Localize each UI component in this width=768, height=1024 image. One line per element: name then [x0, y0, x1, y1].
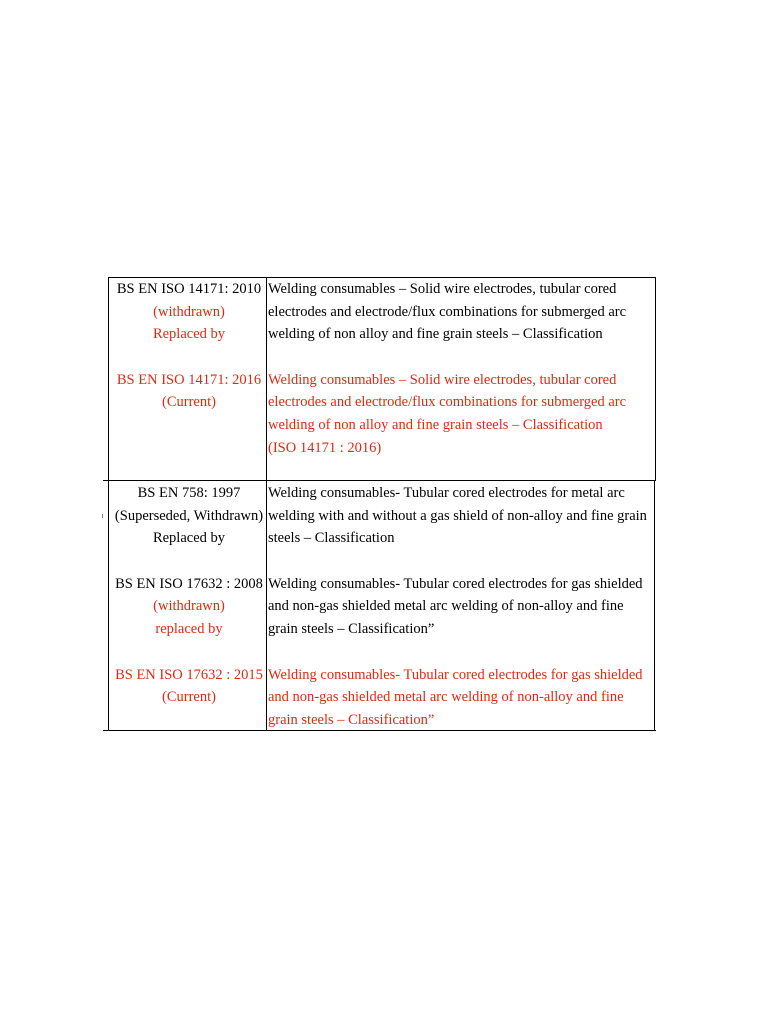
standard-line: (Current)	[162, 689, 216, 706]
standard-line: BS EN ISO 17632 : 2015	[115, 666, 263, 683]
title-line: electrodes and electrode/flux combinations for submerged arc	[268, 394, 627, 411]
title-line: steels – Classification	[268, 530, 395, 547]
title-line: welding of non alloy and fine grain steels – Classification	[268, 417, 603, 434]
row-divider	[103, 480, 656, 481]
title-line: Welding consumables- Tubular cored electrodes for gas shielded	[268, 575, 643, 592]
standards-table	[108, 277, 656, 731]
title-line: welding with and without a gas shield of non-alloy and fine grain	[268, 507, 647, 524]
standard-line: replaced by	[155, 621, 223, 638]
title-line	[268, 346, 654, 369]
standard-line	[110, 641, 268, 664]
title-line: electrodes and electrode/flux combinations for submerged arc	[268, 303, 627, 320]
row-2-title-cell	[268, 482, 654, 732]
row-1-standard-cell	[110, 278, 268, 414]
standard-line: Replaced by	[152, 326, 226, 343]
title-line: and non-gas shielded metal arc welding of non-alloy and fine	[268, 689, 624, 706]
margin-mark	[102, 514, 103, 518]
title-line: Welding consumables – Solid wire electrodes, tubular cored	[268, 371, 617, 388]
standard-line	[110, 550, 268, 573]
standard-line: BS EN ISO 17632 : 2008	[115, 575, 263, 592]
table-right-border-lower	[654, 480, 655, 731]
title-line: Welding consumables- Tubular cored electrodes for metal arc	[268, 485, 625, 501]
title-line: Welding consumables – Solid wire electrodes, tubular cored	[268, 281, 617, 297]
title-line: and non-gas shielded metal arc welding of non-alloy and fine	[268, 598, 624, 615]
title-line: grain steels – Classification”	[268, 621, 435, 638]
standard-line: (withdrawn)	[153, 303, 225, 320]
table-right-border-upper	[655, 277, 656, 480]
table-left-border	[108, 277, 109, 731]
row-2-standard-cell	[110, 482, 268, 709]
standard-line: BS EN 758: 1997	[137, 485, 241, 501]
standard-line: Replaced by	[152, 530, 226, 547]
title-line: Welding consumables- Tubular cored electrodes for gas shielded	[268, 666, 643, 683]
title-line: (ISO 14171 : 2016)	[268, 439, 382, 456]
title-line	[268, 550, 654, 573]
row-1-title-cell	[268, 278, 654, 460]
standard-line	[110, 346, 268, 369]
title-line: welding of non alloy and fine grain steels – Classification	[268, 326, 603, 343]
title-line: grain steels – Classification”	[268, 711, 435, 728]
standard-line: (Superseded, Withdrawn)	[114, 507, 264, 524]
standard-line: BS EN ISO 14171: 2010	[116, 281, 262, 297]
standard-line: (withdrawn)	[153, 598, 225, 615]
standard-line: BS EN ISO 14171: 2016	[116, 371, 262, 388]
standard-line: (Current)	[162, 394, 216, 411]
title-line	[268, 641, 654, 664]
